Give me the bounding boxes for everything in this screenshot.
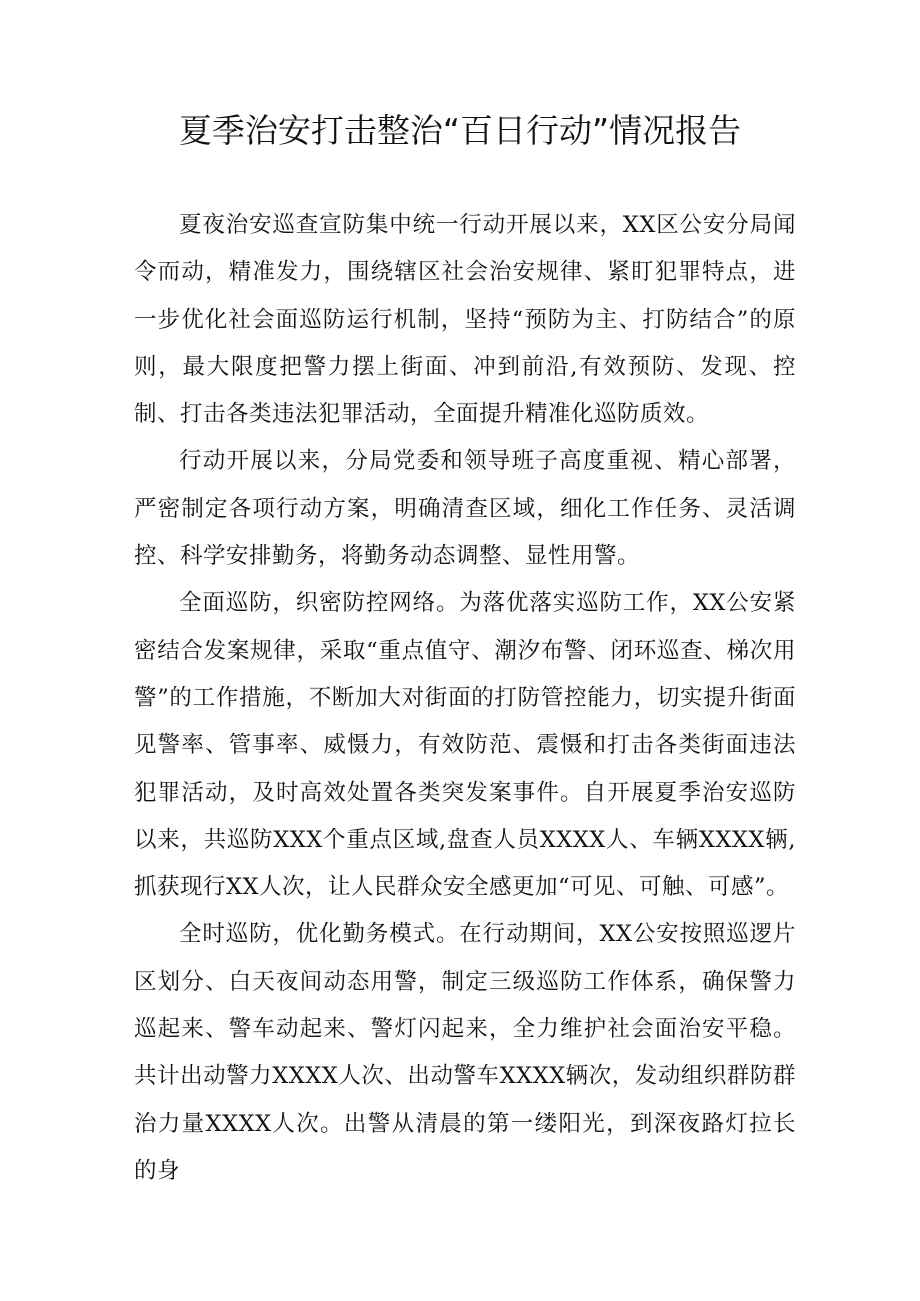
- paragraph-full-coverage-patrol: 全面巡防，织密防控网络。为落优落实巡防工作，XX公安紧密结合发案规律，采取“重点值守、潮汐布警、闭环巡查、梯次用警”的工作措施，不断加大对街面的打防管控能力，切实提升街面见警率、管事率、威慑力，有效防范、震慑和打击各类街面违法犯罪活动，及时高效处置各类突发案事件。自开展夏季治安巡防以来，共巡防XXX个重点区域,盘查人员XXXX人、车辆XXXX辆,抓获现行XX人次，让人民群众安全感更加“可见、可触、可感”。: [134, 590, 796, 901]
- paragraph-full-time-patrol: 全时巡防，优化勤务模式。在行动期间，XX公安按照巡逻片区划分、白天夜间动态用警，制定三级巡防工作体系，确保警力巡起来、警车动起来、警灯闪起来，全力维护社会面治安平稳。共计出动警力XXXX人次、出动警车XXXX辆次，发动组织群防群治力量XXXX人次。出警从清晨的第一缕阳光，到深夜路灯拉长的身: [134, 921, 796, 1184]
- paragraph-leadership: 行动开展以来，分局党委和领导班子高度重视、精心部署，严密制定各项行动方案，明确清查区域，细化工作任务、灵活调控、科学安排勤务，将勤务动态调整、显性用警。: [134, 448, 796, 570]
- document-body: [134, 202, 796, 1195]
- document-title: 夏季治安打击整治“百日行动”情况报告: [178, 111, 742, 150]
- paragraph-intro: 夏夜治安巡查宣防集中统一行动开展以来，XX区公安分局闻令而动，精准发力，围绕辖区社会治安规律、紧盯犯罪特点，进一步优化社会面巡防运行机制，坚持“预防为主、打防结合”的原则，最大限度把警力摆上街面、冲到前沿,有效预防、发现、控制、打击各类违法犯罪活动，全面提升精准化巡防质效。: [134, 212, 796, 428]
